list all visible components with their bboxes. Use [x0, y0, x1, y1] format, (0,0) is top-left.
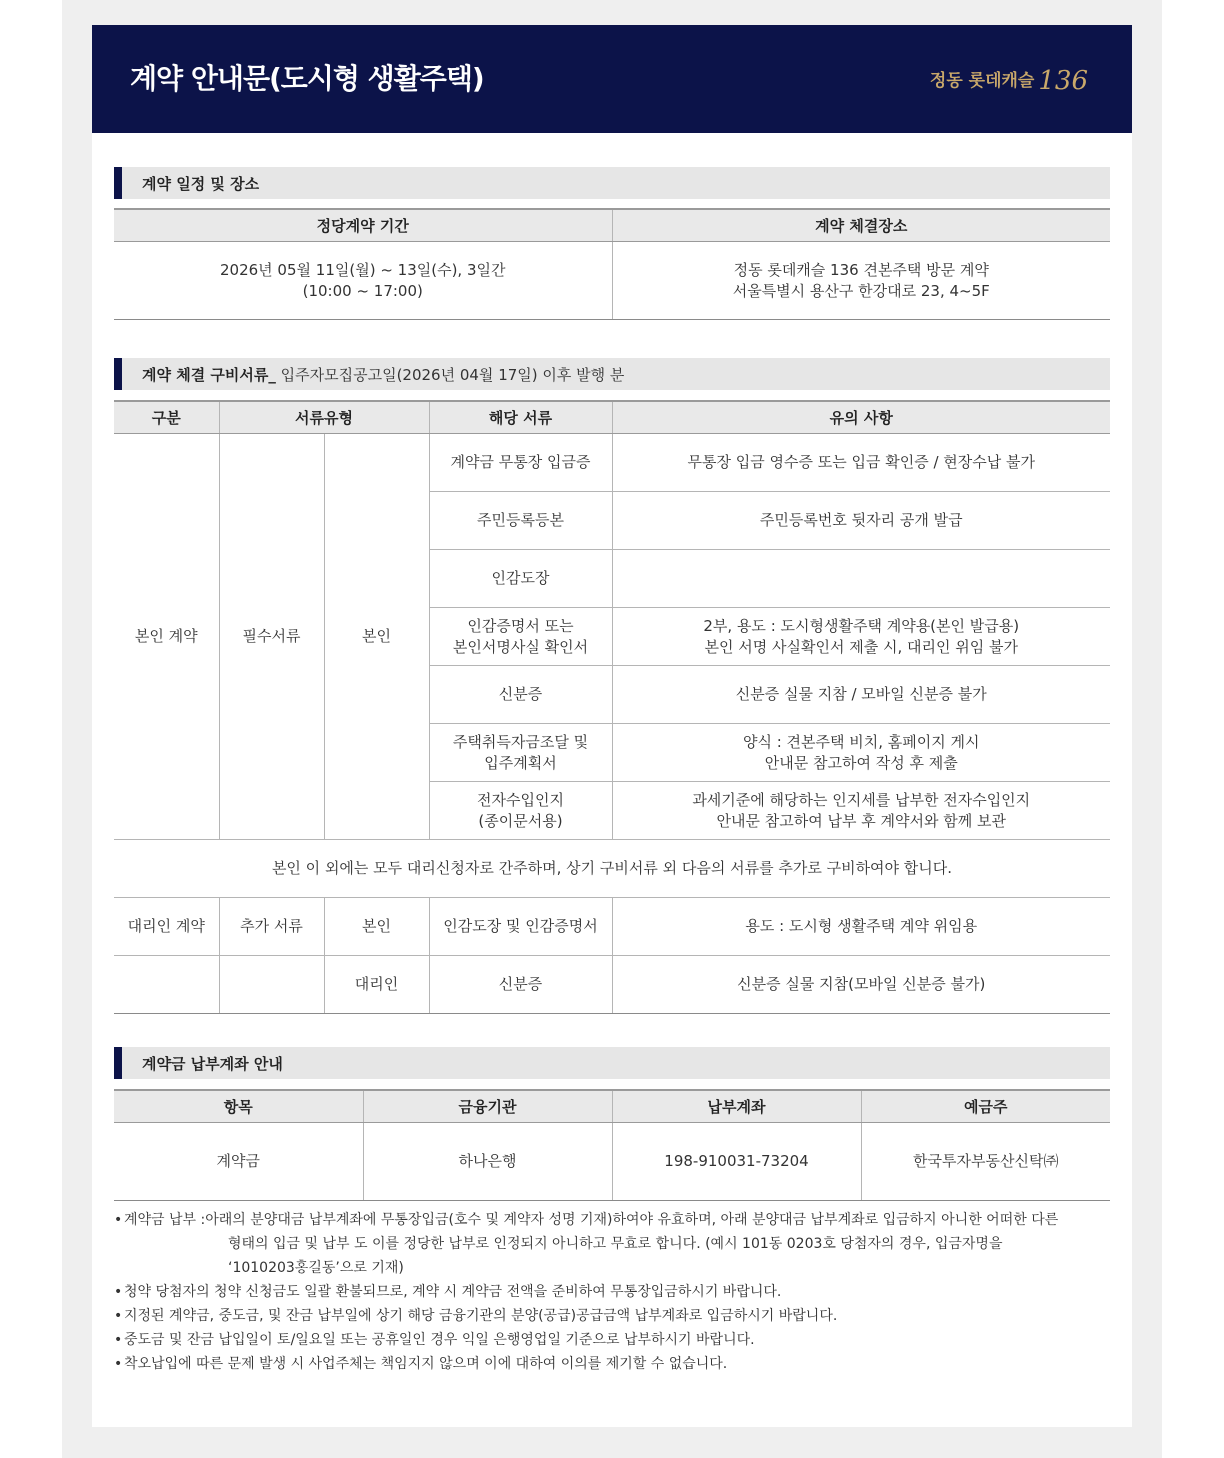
header-cell: 구분	[114, 401, 219, 434]
section-title: 계약금 납부계좌 안내	[142, 1055, 283, 1073]
section-marker	[114, 358, 122, 390]
note-item: • 지정된 계약금, 중도금, 및 잔금 납부일에 상기 해당 금융기관의 분양(공급)공급금액 납부계좌로 입금하시기 바랍니다.	[114, 1304, 1110, 1328]
person-cell: 본인	[324, 898, 429, 956]
category-cell	[114, 956, 219, 1014]
period-cell	[114, 242, 612, 320]
note-cell: 양식 : 견본주택 비치, 홈페이지 게시 안내문 참고하여 작성 후 제출	[612, 724, 1110, 782]
document-cell: 계약금 무통장 입금증	[429, 434, 612, 492]
notice-card	[92, 25, 1132, 1427]
header-cell: 해당 서류	[429, 401, 612, 434]
page-title: 계약 안내문(도시형 생활주택)	[130, 62, 484, 95]
table-row	[114, 434, 1110, 492]
note-label: 계약금 납부 :	[124, 1212, 206, 1228]
place-name: 정동 롯데캐슬 136 견본주택 방문 계약	[733, 260, 989, 279]
section-marker	[114, 167, 122, 199]
note-cell	[612, 550, 1110, 608]
period-dates: 2026년 05월 11일(월) ~ 13일(수), 3일간	[220, 260, 506, 279]
schedule-table	[114, 208, 1110, 320]
person-cell: 대리인	[324, 956, 429, 1014]
bank-cell: 하나은행	[363, 1123, 612, 1201]
brand-number: 136	[1038, 66, 1088, 96]
document-cell: 신분증	[429, 666, 612, 724]
table-row	[114, 898, 1110, 956]
document-cell: 주택취득자금조달 및 입주계획서	[429, 724, 612, 782]
header-cell: 유의 사항	[612, 401, 1110, 434]
note-cell: 신분증 실물 지참 / 모바일 신분증 불가	[612, 666, 1110, 724]
brand-logo	[929, 63, 1088, 96]
table-header-row	[114, 1090, 1110, 1123]
note-item: • 착오납입에 따른 문제 발생 시 사업주체는 책임지지 않으며 이에 대하여 이의를 제기할 수 없습니다.	[114, 1352, 1110, 1376]
type-cell: 추가 서류	[219, 898, 324, 956]
notes-list	[114, 1208, 1110, 1376]
section-heading-documents	[114, 358, 1110, 390]
note-continuation: ‘1010203홍길동’으로 기재)	[228, 1260, 404, 1276]
item-cell: 계약금	[114, 1123, 363, 1201]
header-cell: 항목	[114, 1090, 363, 1123]
header-cell: 서류유형	[219, 401, 429, 434]
section-title: 계약 일정 및 장소	[142, 175, 260, 193]
documents-table	[114, 400, 1110, 1014]
note-continuation: 형태의 입금 및 납부 도 이를 정당한 납부로 인정되지 아니하고 무효로 합니다. (예시 101동 0203호 당첨자의 경우, 입금자명을	[228, 1236, 1003, 1252]
header-cell: 금융기관	[363, 1090, 612, 1123]
table-row	[114, 242, 1110, 320]
page-header	[92, 25, 1132, 133]
type-cell	[219, 956, 324, 1014]
note-cell: 신분증 실물 지참(모바일 신분증 불가)	[612, 956, 1110, 1014]
document-cell: 신분증	[429, 956, 612, 1014]
person-cell: 본인	[324, 434, 429, 840]
type-cell: 필수서류	[219, 434, 324, 840]
note-cell: 과세기준에 해당하는 인지세를 납부한 전자수입인지 안내문 참고하여 납부 후 계약서와 함께 보관	[612, 782, 1110, 840]
account-table	[114, 1089, 1110, 1201]
place-cell	[612, 242, 1110, 320]
brand-name: 정동 롯데캐슬	[929, 71, 1035, 91]
header-cell: 예금주	[861, 1090, 1110, 1123]
note-item: • 중도금 및 잔금 납입일이 토/일요일 또는 공휴일인 경우 익일 은행영업일 기준으로 납부하시기 바랍니다.	[114, 1328, 1110, 1352]
document-cell: 전자수입인지 (종이문서용)	[429, 782, 612, 840]
table-row	[114, 840, 1110, 898]
proxy-notice: 본인 이 외에는 모두 대리신청자로 간주하며, 상기 구비서류 외 다음의 서류를 추가로 구비하여야 합니다.	[114, 840, 1110, 898]
document-cell: 인감도장	[429, 550, 612, 608]
document-cell: 인감도장 및 인감증명서	[429, 898, 612, 956]
note-cell: 2부, 용도 : 도시형생활주택 계약용(본인 발급용) 본인 서명 사실확인서 제출 시, 대리인 위임 불가	[612, 608, 1110, 666]
document-cell: 주민등록등본	[429, 492, 612, 550]
note-cell: 주민등록번호 뒷자리 공개 발급	[612, 492, 1110, 550]
table-row	[114, 1123, 1110, 1201]
account-holder-cell: 한국투자부동산신탁㈜	[861, 1123, 1110, 1201]
note-item: • 계약금 납부 :아래의 분양대금 납부계좌에 무통장입금(호수 및 계약자 성명 기재)하여야 유효하며, 아래 분양대금 납부계좌로 입금하지 아니한 어떠한 다른	[114, 1208, 1110, 1232]
note-cell: 용도 : 도시형 생활주택 계약 위임용	[612, 898, 1110, 956]
category-cell: 본인 계약	[114, 434, 219, 840]
header-cell: 계약 체결장소	[612, 209, 1110, 242]
section-title	[142, 364, 624, 385]
note-cell: 무통장 입금 영수증 또는 입금 확인증 / 현장수납 불가	[612, 434, 1110, 492]
section-subtitle: 입주자모집공고일(2026년 04월 17일) 이후 발행 분	[275, 366, 625, 384]
section-marker	[114, 1047, 122, 1079]
table-row	[114, 956, 1110, 1014]
period-hours: (10:00 ~ 17:00)	[302, 281, 423, 300]
table-header-row	[114, 401, 1110, 434]
header-cell: 납부계좌	[612, 1090, 861, 1123]
section-heading-account	[114, 1047, 1110, 1079]
section-heading-schedule	[114, 167, 1110, 199]
table-header-row	[114, 209, 1110, 242]
category-cell: 대리인 계약	[114, 898, 219, 956]
document-cell: 인감증명서 또는 본인서명사실 확인서	[429, 608, 612, 666]
header-cell: 정당계약 기간	[114, 209, 612, 242]
section-title-main: 계약 체결 구비서류_	[142, 366, 276, 384]
account-number-cell: 198-910031-73204	[612, 1123, 861, 1201]
note-item: • 청약 당첨자의 청약 신청금도 일괄 환불되므로, 계약 시 계약금 전액을 준비하여 무통장입금하시기 바랍니다.	[114, 1280, 1110, 1304]
place-address: 서울특별시 용산구 한강대로 23, 4~5F	[732, 281, 990, 300]
